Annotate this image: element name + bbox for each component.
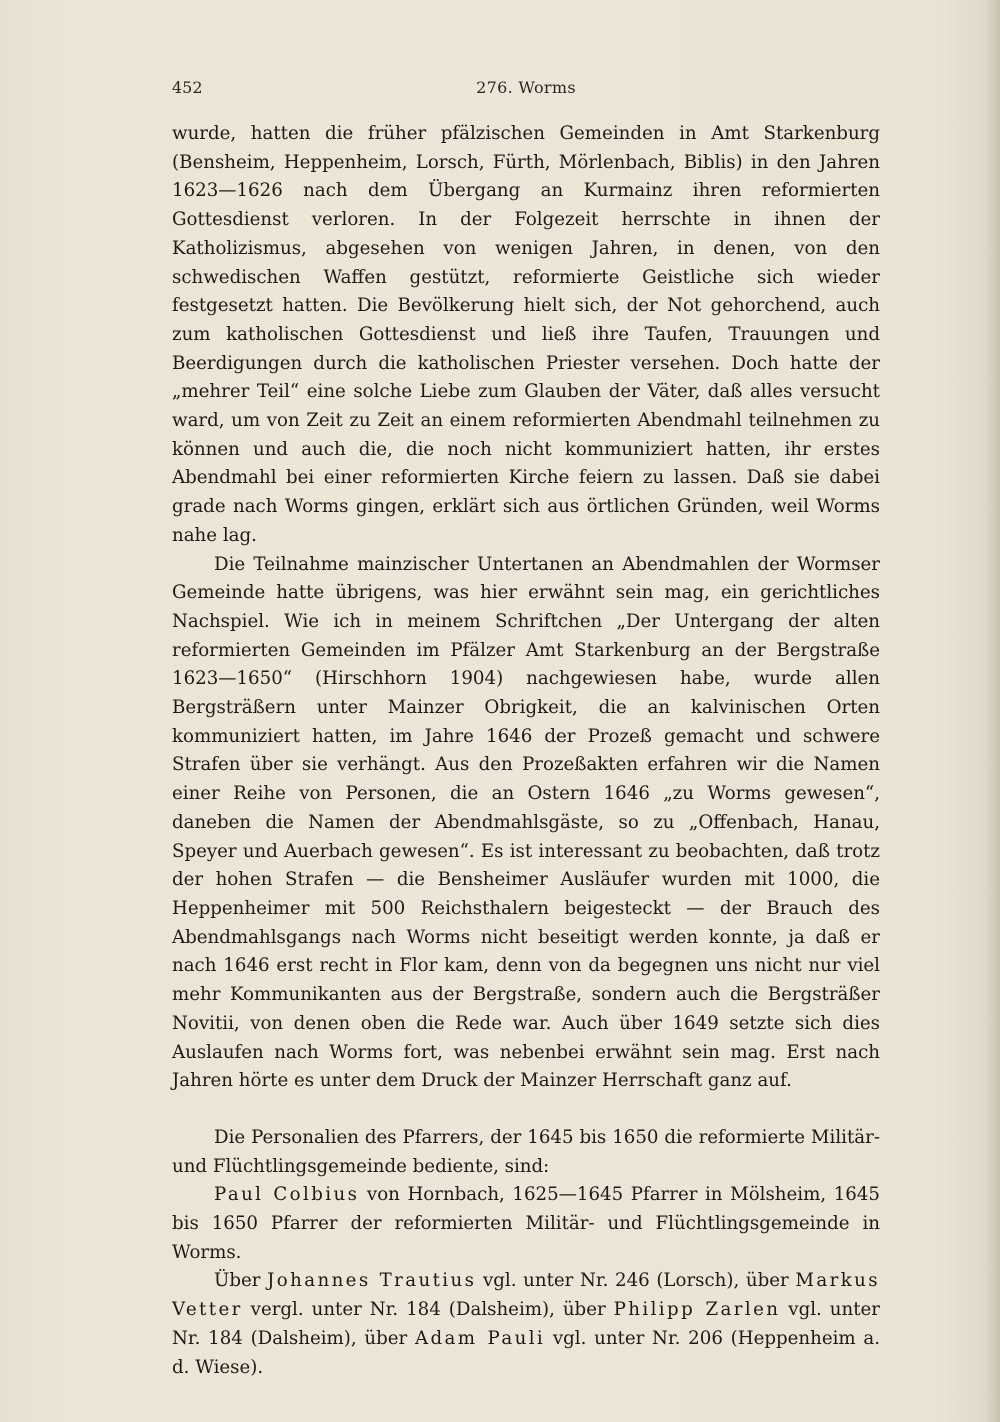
paragraph-3: Die Personalien des Pfarrers, der 1645 bis 1650 die reformierte Militär- und Flüchtlingsgemeinde bediente, sind: (172, 1126, 880, 1177)
paragraph-4-text: von Hornbach, 1625—1645 Pfarrer in Mölsheim, 1645 bis 1650 Pfarrer der reformierten Militär- und Flüchtlingsgemeinde in Worms. (172, 1184, 880, 1263)
person-name: Paul Colbius (214, 1184, 360, 1206)
running-title: 276. Worms (476, 78, 576, 97)
person-name: Johannes Trautius (267, 1270, 477, 1292)
paragraph-1: wurde, hatten die früher pfälzischen Gemeinden in Amt Starkenburg (Bensheim, Heppenheim, Lorsch, Fürth, Mörlenbach, Biblis) in den Jahren 1623—1626 nach dem Übergang an Kurmainz ihren reformierten Gottesdienst verloren. In der Folgezeit herrschte in ihnen der Katholizismus, abgesehen von wenigen Jahren, in denen, von den schwedischen Waffen gestützt, reformierte Geistliche sich wieder festgesetzt hatten. Die Bevölkerung hielt sich, der Not gehorchend, auch zum katholischen Gottesdienst und ließ ihre Taufen, Trauungen und Beerdigungen durch die katholischen Priester versehen. Doch hatte der „mehrer Teil“ eine solche Liebe zum Glauben der Väter, daß alles versucht ward, um von Zeit zu Zeit an einem reformierten Abendmahl teilnehmen zu können und auch die, die noch nicht kommuniziert hatten, ihr erstes Abendmahl bei einer reformierten Kirche feiern zu lassen. Daß sie dabei grade nach Worms gingen, erklärt sich aus örtlichen Gründen, weil Worms nahe lag. (172, 123, 880, 546)
page-number: 452 (172, 78, 203, 97)
person-name: Markus Vetter (172, 1270, 880, 1321)
person-name: Adam Pauli (414, 1327, 546, 1349)
paragraph-5 (172, 1267, 880, 1382)
paragraph-2: Die Teilnahme mainzischer Untertanen an Abendmahlen der Wormser Gemeinde hatte übrigens, was hier erwähnt sein mag, ein gerichtliches Nachspiel. Wie ich in meinem Schriftchen „Der Untergang der alten reformierten Gemeinden im Pfälzer Amt Starkenburg an der Bergstraße 1623—1650“ (Hirschhorn 1904) nachgewiesen habe, wurde allen Bergsträßern unter Mainzer Obrigkeit, die an kalvinischen Orten kommuniziert hatten, im Jahre 1646 der Prozeß gemacht und schwere Strafen über sie verhängt. Aus den Prozeßakten erfahren wir die Namen einer Reihe von Personen, die an Ostern 1646 „zu Worms gewesen“, daneben die Namen der Abendmahlsgäste, so zu „Offenbach, Hanau, Speyer und Auerbach gewesen“. Es ist interessant zu beobachten, daß trotz der hohen Strafen — die Bensheimer Ausläufer wurden mit 1000, die Heppenheimer mit 500 Reichsthalern beigesteckt — der Brauch des Abendmahlsgangs nach Worms nicht beseitigt werden konnte, ja daß er nach 1646 erst recht in Flor kam, denn von da begegnen uns nicht nur viel mehr Kommunikanten aus der Bergstraße, sondern auch die Bergsträßer Novitii, von denen oben die Rede war. Auch über 1649 setzte sich dies Auslaufen nach Worms fort, was nebenbei erwähnt sein mag. Erst nach Jahren hörte es unter dem Druck der Mainzer Herrschaft ganz auf. (172, 553, 880, 1092)
paragraph-5-text: Über (214, 1270, 268, 1292)
body-text (172, 120, 880, 1382)
running-head (172, 78, 880, 102)
paragraph-5-text: vgl. unter Nr. 206 (Heppenheim a. d. Wiese). (172, 1327, 880, 1378)
paragraph-4 (172, 1181, 880, 1267)
paragraph-5-text: vergl. unter Nr. 184 (Dalsheim), über (242, 1299, 614, 1321)
paragraph-5-text: vgl. unter Nr. 184 (Dalsheim), über (172, 1299, 880, 1349)
paragraph-5-text: vgl. unter Nr. 246 (Lorsch), über (476, 1270, 796, 1292)
paragraph-gap (172, 1096, 880, 1124)
person-name: Philipp Zarlen (613, 1299, 781, 1321)
